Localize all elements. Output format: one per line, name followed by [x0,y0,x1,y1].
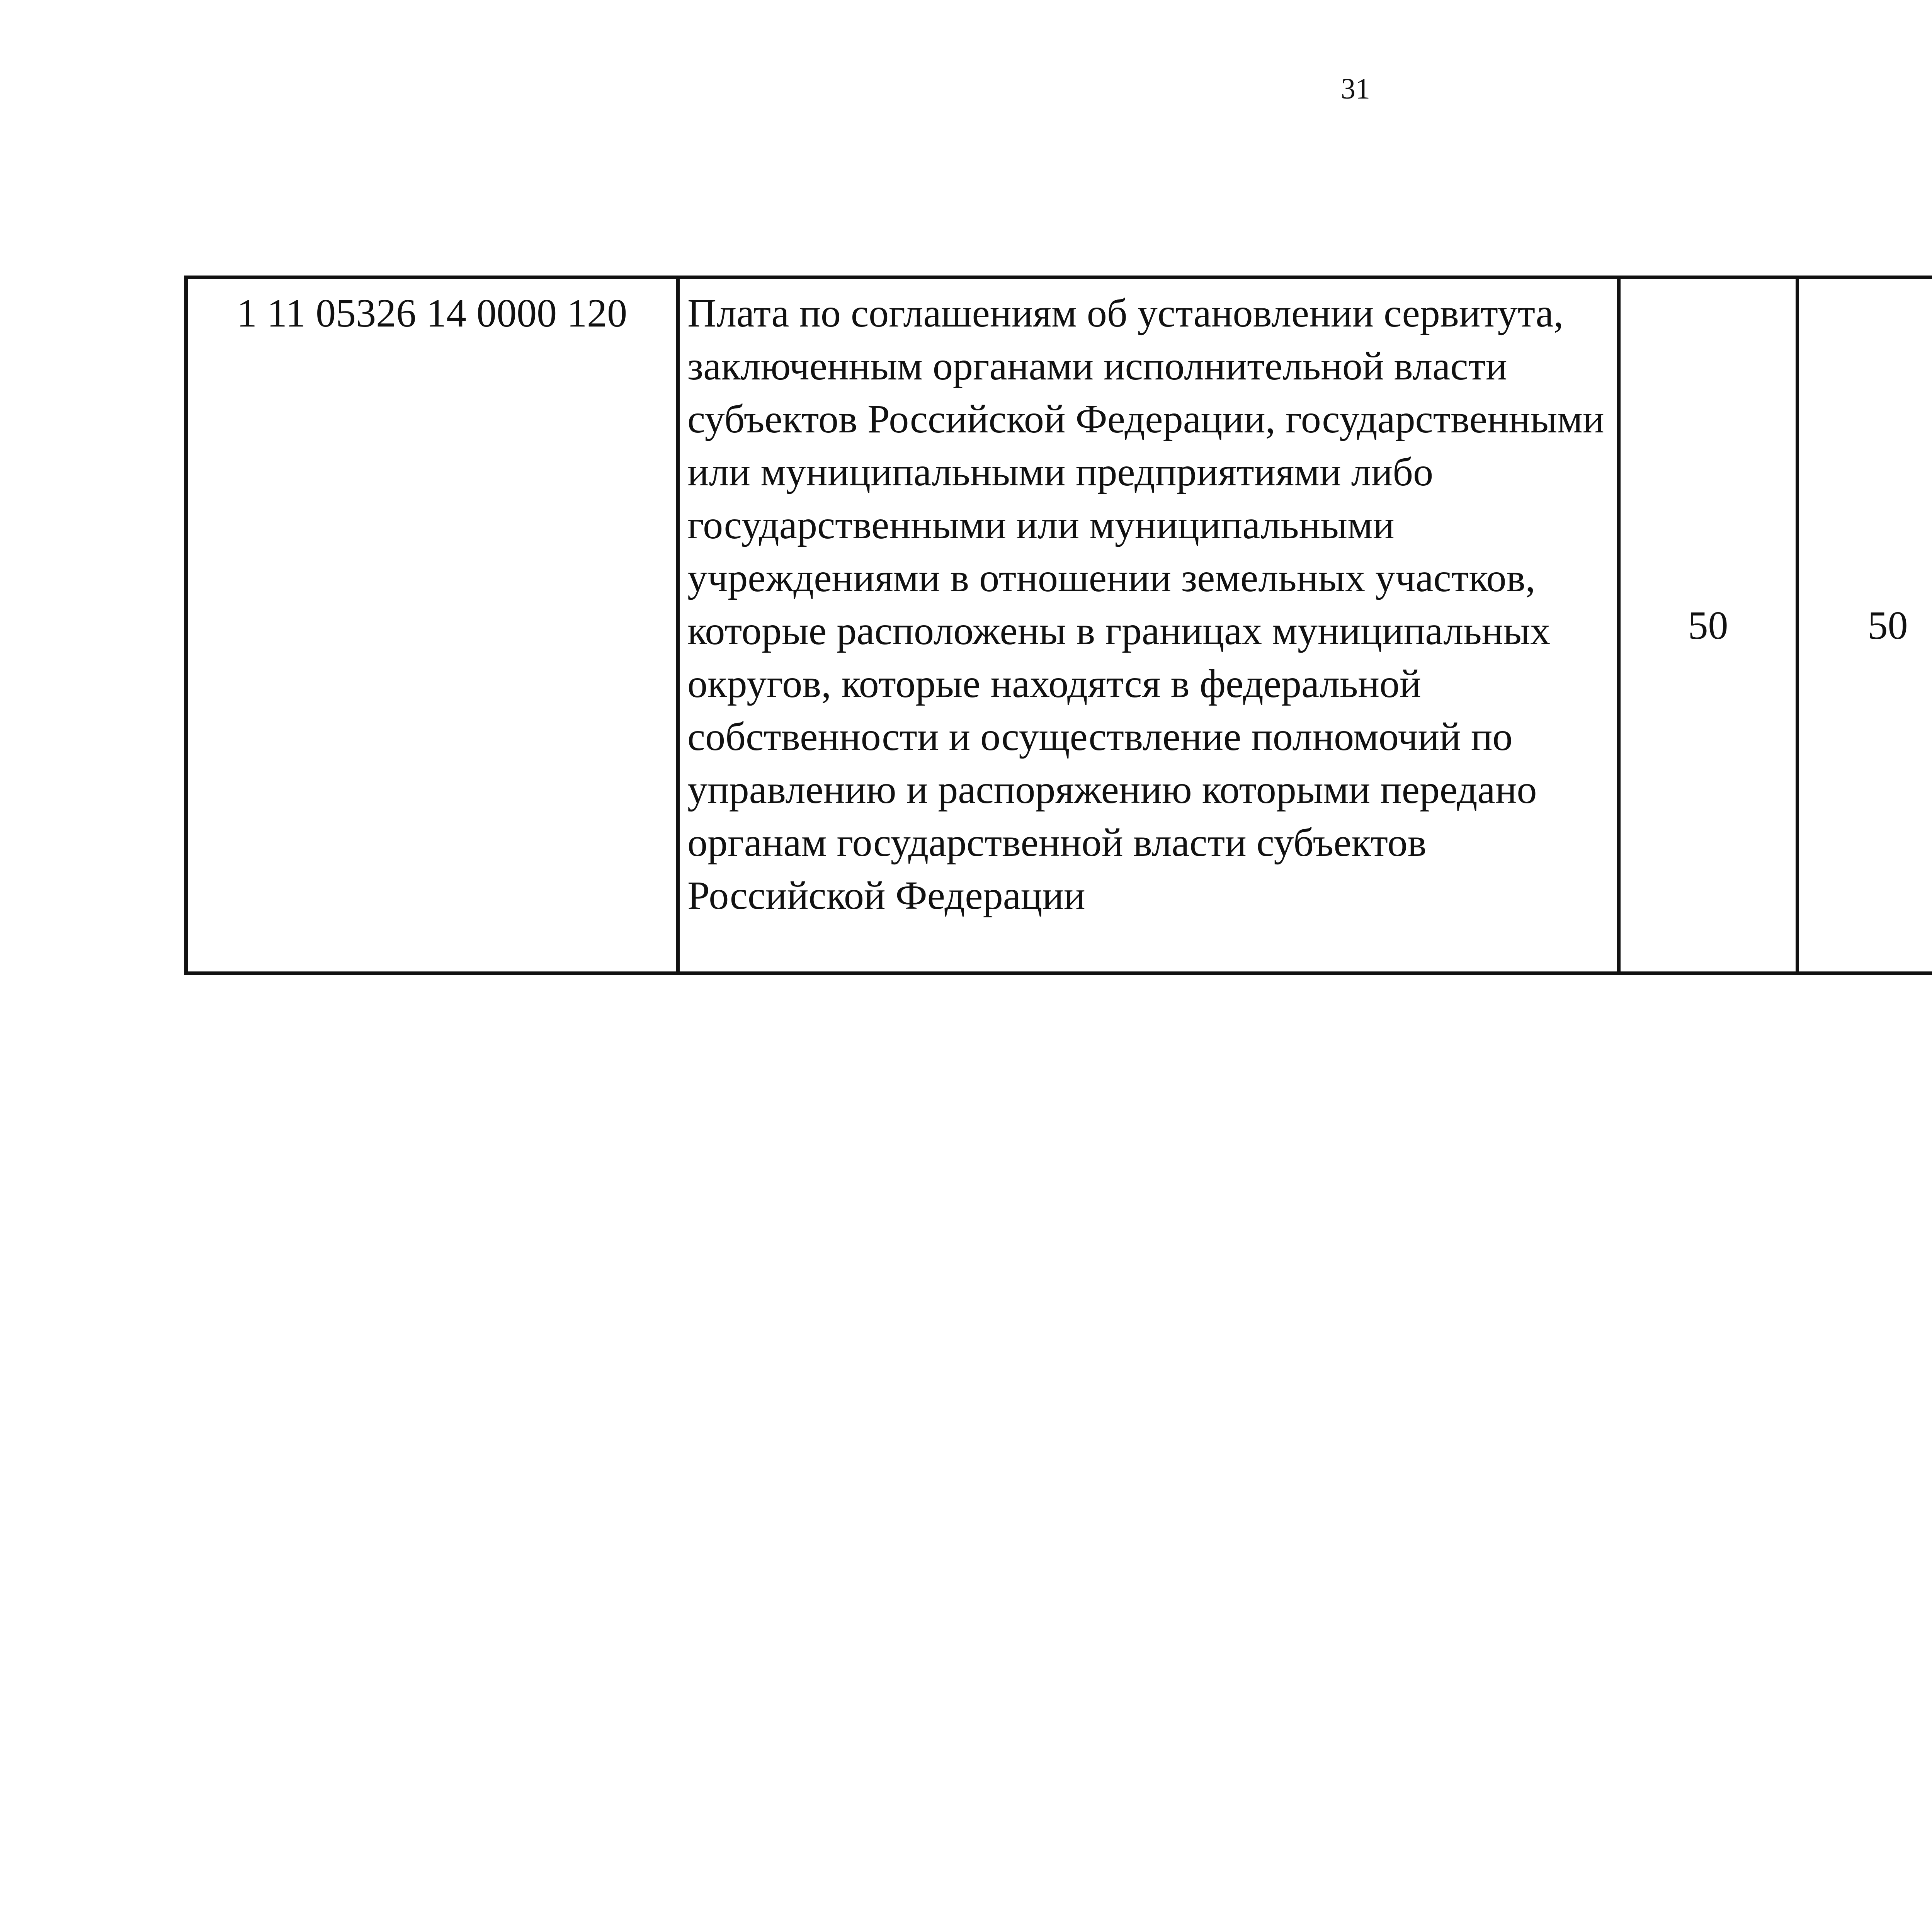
value-cell-2 [1798,277,1932,973]
revenue-name-cell [678,277,1619,973]
budget-table [184,276,1932,975]
table-row [186,277,1932,973]
value-cell-1 [1619,277,1798,973]
value-2: 50 [1867,603,1908,648]
budget-code: 1 11 05326 14 0000 120 [236,291,628,335]
page-number: 31 [1341,73,1370,105]
budget-code-cell [186,277,678,973]
value-1: 50 [1688,603,1728,648]
revenue-name: Плата по соглашениям об установлении сервитута, заключенным органами исполнительной власти субъектов Российской Федерации, государственными или муниципальными предприятиями либо государственными или муниципальными учреждениями в отношении земельных участков, которые расположены в границах муниципальных округов, которые находятся в федеральной собственности и осуществление полномочий по управлению и распоряжению которыми передано органам государственной власти субъектов Российской Федерации [687,291,1604,918]
